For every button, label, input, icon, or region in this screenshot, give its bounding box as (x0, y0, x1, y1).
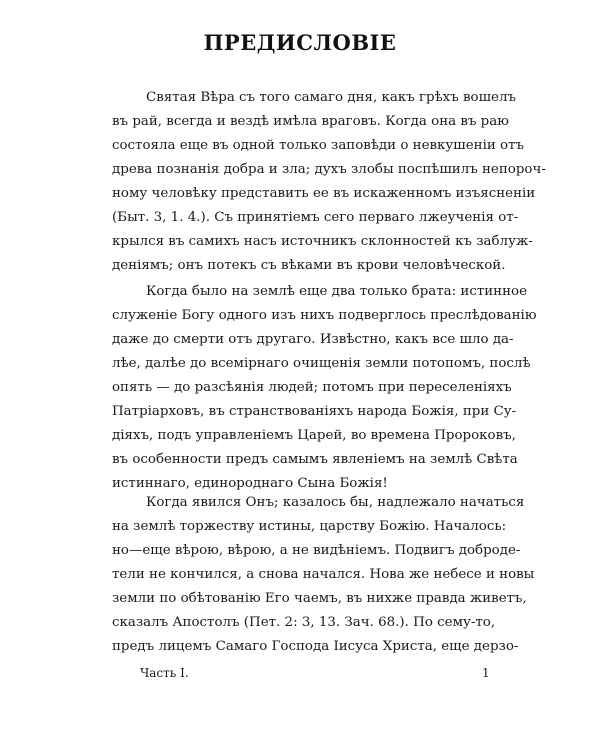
text-line: Патріарховъ, въ странствованіяхъ народа Божія, при Су- (112, 404, 517, 419)
page-title: ПРЕДИСЛОВІЕ (203, 30, 397, 55)
text-line: истиннаго, единороднаго Сына Божія! (112, 476, 388, 491)
text-line: (Быт. 3, 1. 4.). Съ принятіемъ сего перваго лжеученія от- (112, 210, 519, 225)
text-line: діяхъ, подъ управленіемъ Царей, во времена Пророковъ, (112, 428, 516, 443)
text-line: въ рай, всегда и вездѣ имѣла враговъ. Когда она въ раю (112, 114, 509, 129)
text-line: Когда явился Онъ; казалось бы, надлежало начаться (146, 495, 525, 510)
text-line: состояла еще въ одной только заповѣди о невкушеніи отъ (112, 138, 525, 153)
footer-volume: Часть I. (140, 666, 189, 680)
text-line: но—еще вѣрою, вѣрою, а не видѣніемъ. Подвигъ доброде- (112, 543, 521, 558)
text-line: на землѣ торжеству истины, царству Божію. Началось: (112, 519, 507, 534)
text-line: служеніе Богу одного изъ нихъ подверглось преслѣдованію (112, 308, 537, 323)
text-line: крылся въ самихъ насъ источникъ склонностей къ заблуж- (112, 234, 533, 249)
text-line: лѣе, далѣе до всемірнаго очищенія земли потопомъ, послѣ (112, 356, 531, 371)
text-line: предъ лицемъ Самаго Господа Іисуса Христа, еще дерзо- (112, 639, 519, 654)
text-line: Святая Вѣра съ того самаго дня, какъ грѣхъ вошелъ (146, 90, 516, 105)
text-line: Когда было на землѣ еще два только брата: истинное (146, 284, 528, 299)
text-line: земли по обѣтованію Его чаемъ, въ нихже правда живетъ, (112, 591, 527, 606)
text-line: даже до смерти отъ другаго. Извѣстно, какъ все шло да- (112, 332, 514, 347)
text-line: ному человѣку представить ее въ искаженномъ изъясненіи (112, 186, 536, 201)
text-line: деніямъ; онъ потекъ съ вѣками въ крови человѣческой. (112, 258, 506, 273)
text-line: древа познанія добра и зла; духъ злобы поспѣшилъ непороч- (112, 162, 546, 177)
text-line: сказалъ Апостолъ (Пет. 2: 3, 13. Зач. 68.). По сему-то, (112, 615, 496, 630)
text-line: опять — до разсѣянія людей; потомъ при переселеніяхъ (112, 380, 512, 395)
footer-page-number: 1 (482, 666, 490, 680)
text-line: въ особенности предъ самымъ явленіемъ на землѣ Свѣта (112, 452, 518, 467)
text-line: тели не кончился, а снова начался. Нова же небесе и новы (112, 567, 535, 582)
